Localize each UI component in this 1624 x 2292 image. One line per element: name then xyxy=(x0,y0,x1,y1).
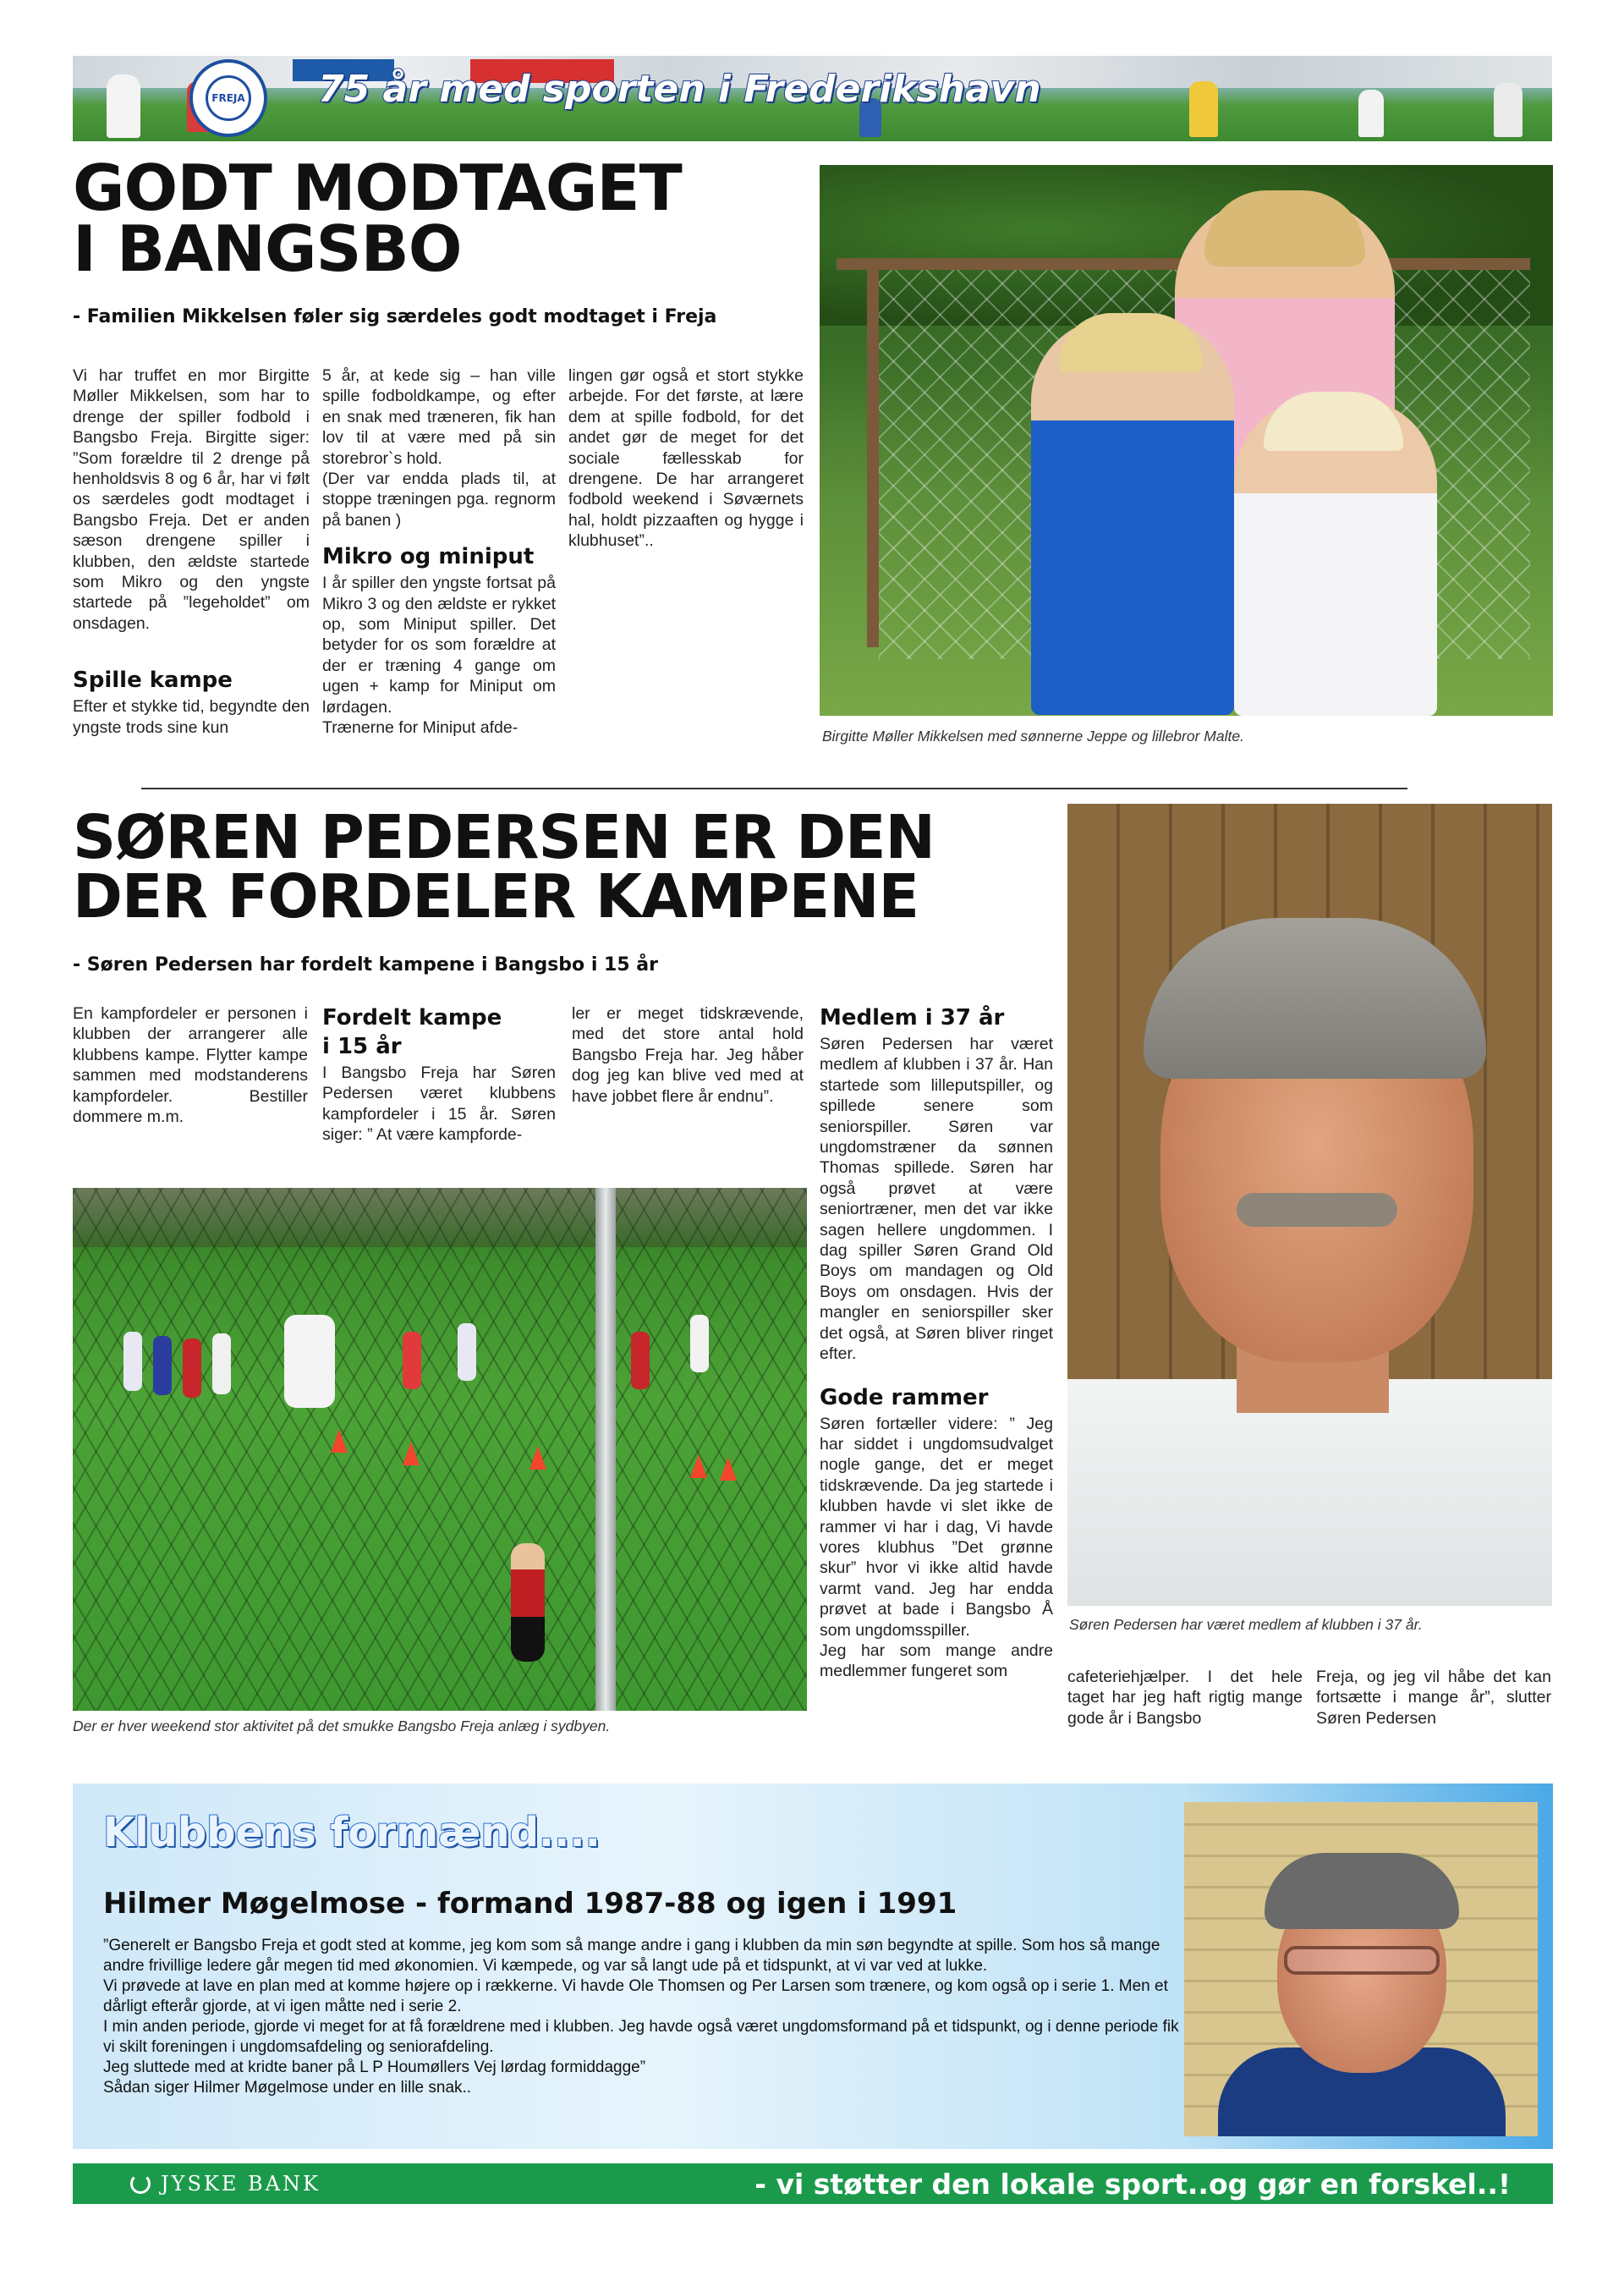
paragraph: ler er meget tidskrævende, med det store antal hold Bangsbo Freja har. Jeg håber dog jeg kan blive ved med at have jobbet flere år endnu”. xyxy=(572,1004,804,1106)
subheading: Gode rammer xyxy=(820,1384,989,1410)
club-crest-logo xyxy=(189,59,267,137)
formand-box-subtitle: Hilmer Møgelmose - formand 1987-88 og igen i 1991 xyxy=(103,1887,957,1921)
hair xyxy=(1265,1853,1459,1929)
child-figure xyxy=(183,1338,201,1398)
coach-figure xyxy=(284,1315,335,1408)
paragraph: Freja, og jeg vil håbe det kan fortsætte i mange år”, slutter Søren Pedersen xyxy=(1316,1668,1551,1728)
jyske-bank-logo-icon xyxy=(130,2174,151,2194)
article1-column-2 xyxy=(322,366,556,739)
family-photo-caption: Birgitte Møller Mikkelsen med sønnerne Jeppe og lillebror Malte. xyxy=(822,728,1244,745)
hair xyxy=(1144,918,1486,1079)
article1-column-1 xyxy=(73,366,310,738)
formand-box-title: Klubbens formænd.... xyxy=(103,1809,601,1856)
soren-portrait-photo xyxy=(1067,804,1552,1606)
paragraph: Søren fortæller videre: ” Jeg har siddet i ungdomsudvalget nogle gange, det er meget tidskrævende. Da jeg startede i klubben havde vi slet ikke de rammer vi har i dag, Vi havde vores klubhus ”Det grønne skur” hvor vi ikke altid havde varmt vand. Jeg har endda prøvet at bade i Bangsbo Å som ungdomsspiller. Jeg har som mange andre medlemmer fungeret som xyxy=(820,1414,1053,1681)
cone xyxy=(690,1454,707,1478)
fence-mesh xyxy=(73,1188,807,1711)
soren-portrait-caption: Søren Pedersen har været medlem af klubben i 37 år. xyxy=(1069,1616,1423,1633)
child-figure xyxy=(212,1333,231,1394)
article2-column-4 xyxy=(820,1003,1053,1682)
article1-column-3 xyxy=(568,366,804,552)
paragraph: lingen gør også et stort stykke arbejde. For det første, at lære dem at spille fodbold, for det andet gør de meget for det sociale fællesskab for drengene. De har arrangeret fodbold weekend i Søværnets hal, holdt pizzaaften og hygge i klubhuset”.. xyxy=(568,366,804,551)
player-figure xyxy=(1189,81,1218,137)
section-divider xyxy=(141,788,1407,789)
article2-deck: - Søren Pedersen har fordelt kampene i Bangsbo i 15 år xyxy=(73,954,659,976)
banner-title: 75 år med sporten i Frederikshavn xyxy=(318,68,1041,111)
training-field-caption: Der er hver weekend stor aktivitet på det smukke Bangsbo Freja anlæg i sydbyen. xyxy=(73,1718,611,1734)
cone xyxy=(331,1429,348,1453)
paragraph: En kampfordeler er personen i klubben der arrangerer alle klubbens kampe. Flytter kampe sammen med modstanderens kampfordeler. Bestiller dommere m.m. xyxy=(73,1004,308,1127)
article2-column-1 xyxy=(73,1003,308,1127)
paragraph: 5 år, at kede sig – han ville spille fodboldkampe, og efter en snak med træneren, fik han lov til at være med på sin storebror`s hold. (Der var endda plads til, at stoppe træningen pga. regnorm på banen ) xyxy=(322,366,556,530)
subheading: Fordelt kampe i 15 år xyxy=(322,1005,502,1059)
article2-column-2 xyxy=(322,1003,556,1146)
glasses-icon xyxy=(1284,1946,1440,1975)
paragraph: I år spiller den yngste fortsat på Mikro 3 og den ældste er rykket op, som Miniput spiller. Det betyder for os som forældre at der er træning 4 gange om ugen + kamp for Miniput om lørdagen. Trænerne for Miniput afde- xyxy=(322,574,556,738)
article2-headline: SØREN PEDERSEN ER DEN DER FORDELER KAMPENE xyxy=(73,802,935,932)
article1-deck: - Familien Mikkelsen føler sig særdeles godt modtaget i Freja xyxy=(73,306,717,327)
top-banner xyxy=(73,56,1552,141)
family-photo xyxy=(820,165,1553,716)
cone xyxy=(529,1446,546,1470)
hilmer-portrait-photo xyxy=(1184,1802,1538,2136)
shirt xyxy=(1067,1379,1552,1606)
subheading: Mikro og miniput xyxy=(322,544,535,570)
crest-inner xyxy=(206,75,251,121)
child-figure xyxy=(403,1332,421,1389)
child-figure xyxy=(123,1332,142,1391)
child-figure xyxy=(690,1315,709,1372)
article2-column-3 xyxy=(572,1003,804,1107)
player-figure xyxy=(107,74,140,138)
formand-box xyxy=(73,1784,1553,2149)
cone xyxy=(720,1457,737,1481)
paragraph: Vi har truffet en mor Birgitte Møller Mikkelsen, som har to drenge der spiller fodbold i Bangsbo Freja. Birgitte siger: ”Som forældre til 2 drenge på henholdsvis 8 og 6 år, har vi følt os særdeles godt modtaget i Bangsbo Freja. Det er anden sæson drengene spiller i klubben, den ældste startede som Mikro og den yngste startede på ”legeholdet” om onsdagen. xyxy=(73,366,310,633)
footer-bar xyxy=(73,2163,1553,2204)
formand-box-body: ”Generelt er Bangsbo Freja et godt sted at komme, jeg kom som så mange andre i gang i klubben da min søn begyndte at spille. Som hos så mange andre frivillige ledere går megen tid med økonomien. Vi kæmpede, og var så langt ude på et tidspunkt, at vi var ved at lukke. Vi prøvede at lave en plan med at komme højere op i rækkerne. Vi havde Ole Thomsen og Per Larsen som trænere, og kom også op i serie 1. Men et dårligt efterår gjorde, at vi igen måtte ned i serie 2. I min anden periode, gjorde vi meget for at få forældrene med i klubben. Jeg havde også været ungdomsformand på et tidspunkt, og i denne periode fik vi skilt foreningen i ungdomsafdeling og seniorafdeling. Jeg sluttede med at kridte baner på L P Houmøllers Vej lørdag formiddagge” Sådan siger Hilmer Møgelmose under en lille snak.. xyxy=(103,1937,1179,2097)
article2-column-5 xyxy=(1067,1667,1303,1729)
child-figure xyxy=(458,1323,476,1381)
player-figure xyxy=(1494,83,1522,137)
child-figure xyxy=(631,1332,650,1389)
paragraph: Søren Pedersen har været medlem af klubben i 37 år. Han startede som lilleputspiller, og spillede senere som seniorspiller. Søren var ungdomstræner da sønnen Thomas spillede. Søren har også prøvet at være seniortræner, men det var ikke sagen hellere ungdommen. I dag spiller Søren Grand Old Boys om mandagen og Old Boys om onsdagen. Hvis der mangler en seniorspiller sker det også, at Søren bliver ringet efter. xyxy=(820,1035,1053,1364)
article1-headline: GODT MODTAGET I BANGSBO xyxy=(73,151,682,286)
moustache xyxy=(1237,1193,1397,1227)
child-figure xyxy=(153,1336,172,1395)
paragraph: cafeteriehjælper. I det hele taget har jeg haft rigtig mange gode år i Bangsbo xyxy=(1067,1668,1303,1728)
paragraph: Efter et stykke tid, begyndte den yngste trods sine kun xyxy=(73,697,310,737)
goal-post xyxy=(867,258,879,647)
fence-pole xyxy=(595,1188,616,1711)
crest-text: FREJA xyxy=(211,92,245,104)
footer-slogan: - vi støtter den lokale sport..og gør en forskel..! xyxy=(754,2168,1511,2201)
article2-column-6 xyxy=(1316,1667,1551,1729)
paragraph: I Bangsbo Freja har Søren Pedersen været klubbens kampfordeler i 15 år. Søren siger: ” At være kampforde- xyxy=(322,1064,556,1145)
training-field-photo xyxy=(73,1188,807,1711)
subheading: Spille kampe xyxy=(73,668,233,694)
boy-jersey-blue xyxy=(1031,317,1234,715)
footer-bank-name: JYSKE BANK xyxy=(161,2172,321,2196)
cone xyxy=(403,1442,420,1465)
child-figure xyxy=(511,1543,545,1662)
player-figure xyxy=(1358,90,1384,137)
subheading: Medlem i 37 år xyxy=(820,1005,1005,1031)
